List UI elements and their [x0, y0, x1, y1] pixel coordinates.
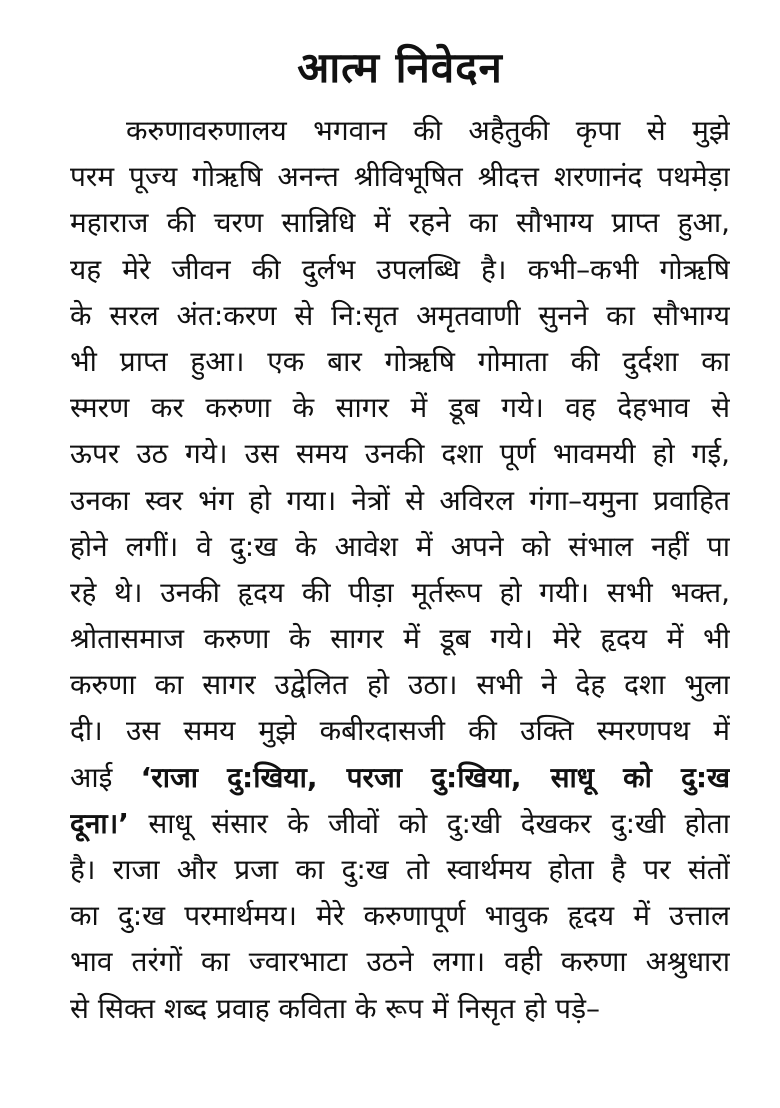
- body-paragraph: [70, 108, 730, 1032]
- text-line: परम पूज्य गोऋषि अनन्त श्रीविभूषित श्रीदत्त शरणानंद पथमेड़ा: [70, 160, 730, 194]
- text-line: रहे थे। उनकी हृदय की पीड़ा मूर्तरूप हो गयी। सभी भक्त,: [70, 575, 730, 609]
- text-line: स्मरण कर करुणा के सागर में डूब गये। वह देहभाव से: [70, 391, 730, 425]
- text-line: महाराज की चरण सान्निधि में रहने का सौभाग्य प्राप्त हुआ,: [70, 206, 730, 240]
- text-line: भी प्राप्त हुआ। एक बार गोऋषि गोमाता की दुर्दशा का: [70, 344, 730, 378]
- quote-prefix: आई: [70, 760, 141, 794]
- after-quote-text: साधू संसार के जीवों को दु:खी देखकर दु:खी होता: [128, 806, 730, 840]
- text-line: भाव तरंगों का ज्वारभाटा उठने लगा। वही करुणा अश्रुधारा: [70, 945, 730, 979]
- text-line: से सिक्त शब्द प्रवाह कविता के रूप में निसृत हो पड़े–: [70, 991, 601, 1025]
- kabir-quote-part-2: दूना।’: [70, 806, 129, 840]
- text-line: होने लगीं। वे दु:ख के आवेश में अपने को संभाल नहीं पा: [70, 529, 730, 563]
- text-line: करुणावरुणालय भगवान की अहैतुकी कृपा से मुझे: [126, 114, 730, 147]
- text-line: के सरल अंत:करण से नि:सृत अमृतवाणी सुनने का सौभाग्य: [70, 298, 730, 332]
- text-line: यह मेरे जीवन की दुर्लभ उपलब्धि है। कभी–कभी गोऋषि: [70, 252, 730, 286]
- text-line: दी। उस समय मुझे कबीरदासजी की उक्ति स्मरणपथ में: [70, 714, 730, 748]
- text-line: करुणा का सागर उद्वेलित हो उठा। सभी ने देह दशा भुला: [70, 668, 730, 702]
- text-line: का दु:ख परमार्थमय। मेरे करुणापूर्ण भावुक हृदय में उत्ताल: [70, 899, 730, 933]
- text-line: ऊपर उठ गये। उस समय उनकी दशा पूर्ण भावमयी हो गई,: [70, 437, 730, 471]
- text-line: श्रोतासमाज करुणा के सागर में डूब गये। मेरे हृदय में भी: [70, 622, 730, 656]
- text-line: है। राजा और प्रजा का दु:ख तो स्वार्थमय होता है पर संतों: [70, 853, 730, 886]
- kabir-quote-part-1: ‘राजा दु:खिया, परजा दु:खिया, साधू को दु:ख: [140, 760, 730, 794]
- page-title: आत्म निवेदन: [297, 43, 503, 92]
- quote-line-2: [70, 801, 730, 847]
- quote-line-1: [70, 755, 730, 801]
- text-line: उनका स्वर भंग हो गया। नेत्रों से अविरल गंगा–यमुना प्रवाहित: [70, 483, 730, 517]
